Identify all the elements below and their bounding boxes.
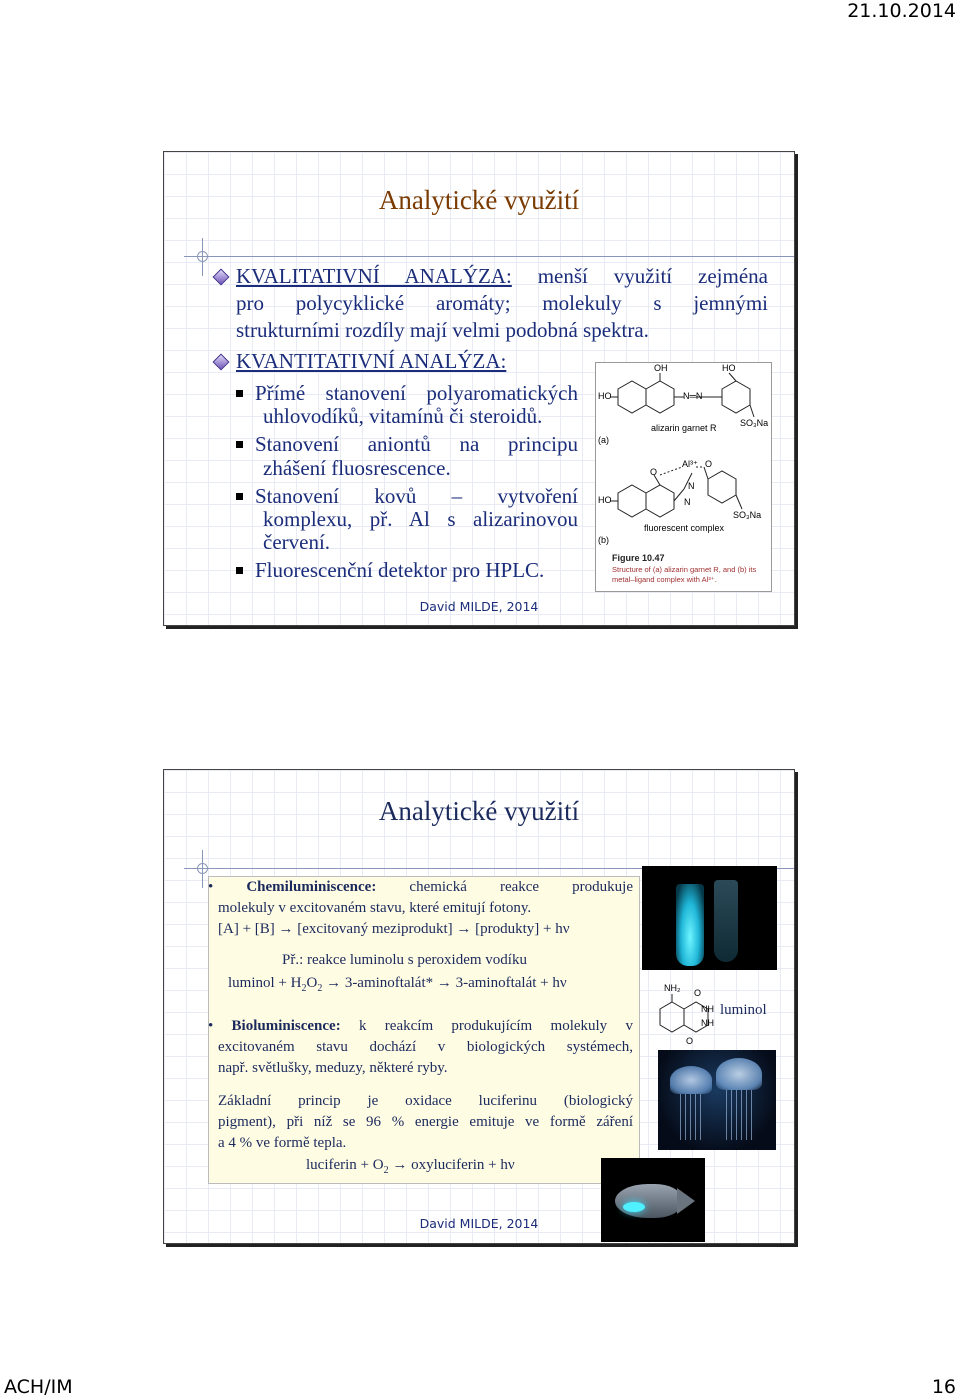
- struct-name-b: fluorescent complex: [644, 523, 725, 533]
- bio-line-3: např. světlušky, meduzy, některé ryby.: [218, 1060, 448, 1076]
- struct-ho-top: HO: [722, 363, 736, 373]
- basic-line-3: a 4 % ve formě tepla.: [218, 1135, 347, 1151]
- basic-line-2: pigment), při níž se 96 % energie emituje ve formě záření: [218, 1114, 633, 1130]
- bio-heading: Bioluminiscence:: [231, 1018, 341, 1034]
- slide-title: Analytické využití: [378, 185, 580, 215]
- fish-body: [615, 1184, 681, 1218]
- slide-1: [163, 151, 795, 626]
- bullet-4: Fluorescenční detektor pro HPLC.: [236, 557, 544, 584]
- jellyfish-tentacles: [726, 1090, 754, 1140]
- tube: [714, 880, 738, 962]
- title-divider: [204, 256, 794, 257]
- page-date: 21.10.2014: [847, 0, 956, 22]
- luminol-o-top: O: [694, 988, 702, 998]
- struct-ho-b: HO: [598, 495, 612, 505]
- chemi-line-2: molekuly v excitovaném stavu, které emitují fotony.: [218, 900, 532, 916]
- struct-name-a: alizarin garnet R: [651, 423, 717, 433]
- example-line: Př.: reakce luminolu s peroxidem vodíku: [282, 952, 527, 968]
- struct-al: Al³⁺: [682, 459, 698, 469]
- luminol-label: luminol: [720, 1002, 767, 1018]
- bullet-1-line-2: uhlovodíků, vitamínů či steroidů.: [263, 404, 543, 428]
- kval-text: menší využití zejména: [511, 264, 768, 288]
- kval-line-1: [236, 263, 768, 290]
- luminol-nh2: NH₂: [664, 983, 681, 993]
- square-bullet-icon: [236, 493, 243, 500]
- chemi-equation: [A] + [B] → [excitovaný meziprodukt] → [produkty] + hν: [218, 921, 570, 937]
- fish-light-organ: [623, 1202, 645, 1212]
- alizarin-structure-figure: [595, 362, 772, 592]
- jellyfish-photo: [658, 1050, 776, 1150]
- slide-2: [163, 769, 795, 1244]
- slide-footer: David MILDE, 2014: [419, 599, 539, 614]
- bullet-3-line-2: komplexu, př. Al s alizarinovou: [263, 507, 578, 531]
- struct-n1: N: [688, 481, 695, 491]
- glowing-tube: [676, 884, 704, 966]
- crosshair-ornament: [194, 248, 212, 266]
- square-bullet-icon: [236, 441, 243, 448]
- slide-footer: David MILDE, 2014: [419, 1216, 539, 1231]
- figure-caption-line-1: Structure of (a) alizarin garnet R, and (b) its: [612, 565, 757, 574]
- slide-title: Analytické využití: [378, 796, 580, 826]
- chemiluminescence-photo: [642, 866, 777, 970]
- bio-line-1: • Bioluminiscence: k reakcím produkujícím molekuly v: [208, 1018, 633, 1034]
- luminol-nh-1: NH: [701, 1004, 714, 1014]
- page-number: 16: [931, 1376, 956, 1398]
- kval-line-2: pro polycyklické aromáty; molekuly s jemnými: [236, 291, 768, 315]
- struct-oh: OH: [654, 363, 668, 373]
- jellyfish-bell: [716, 1058, 762, 1090]
- square-bullet-icon: [236, 567, 243, 574]
- struct-so3na-b: SO₃Na: [733, 510, 762, 520]
- fish-tail: [677, 1188, 695, 1214]
- struct-label-b: (b): [598, 535, 609, 545]
- chemi-line-1: • Chemiluminiscence: chemická reakce produkuje: [208, 879, 633, 895]
- bullet-1-line-1: Přímé stanovení polyaromatických: [236, 380, 578, 407]
- square-bullet-icon: [236, 390, 243, 397]
- kvant-heading: KVANTITATIVNÍ ANALÝZA:: [236, 349, 507, 373]
- struct-n2: N: [684, 497, 691, 507]
- luminol-nh-2: NH: [701, 1018, 714, 1028]
- kval-line-3: strukturními rozdíly mají velmi podobná spektra.: [236, 318, 649, 342]
- basic-line-1: Základní princip je oxidace luciferinu (biologický: [218, 1093, 633, 1109]
- luciferin-equation: luciferin + $O_2$ → oxyluciferin + hν: [306, 1157, 515, 1176]
- bullet-3-line-3: červení.: [263, 530, 331, 554]
- bullet-2-line-2: zhášení fluosrescence.: [263, 456, 451, 480]
- diamond-bullet-icon: [213, 269, 227, 283]
- bullet-3-line-1: Stanovení kovů – vytvoření: [236, 483, 578, 510]
- kval-heading: KVALITATIVNÍ ANALÝZA:: [236, 264, 512, 288]
- bio-line-2: excitovaném stavu dochází v biologických systémech,: [218, 1039, 633, 1055]
- luminol-o-bot: O: [686, 1036, 694, 1046]
- footer-course: ACH/IM: [4, 1376, 73, 1398]
- jellyfish-bell: [670, 1066, 712, 1094]
- struct-ho-a: HO: [598, 391, 612, 401]
- struct-so3na-a: SO₃Na: [740, 418, 769, 428]
- diamond-bullet-icon: [213, 354, 227, 368]
- jellyfish-tentacles: [680, 1094, 704, 1140]
- struct-o1: O: [650, 467, 658, 477]
- bullet-2-line-1: Stanovení aniontů na principu: [236, 431, 578, 458]
- struct-o2: O: [705, 459, 713, 469]
- figure-caption-line-2: metal–ligand complex with Al³⁺.: [612, 575, 717, 584]
- figure-caption-title: Figure 10.47: [612, 553, 665, 563]
- chemi-heading: Chemiluminiscence:: [246, 879, 377, 895]
- struct-label-a: (a): [598, 435, 609, 445]
- struct-azo: N═N: [683, 391, 703, 401]
- example-equation: luminol + $H_2O_2$ → 3-aminoftalát* → 3-aminoftalát + hν: [228, 975, 567, 994]
